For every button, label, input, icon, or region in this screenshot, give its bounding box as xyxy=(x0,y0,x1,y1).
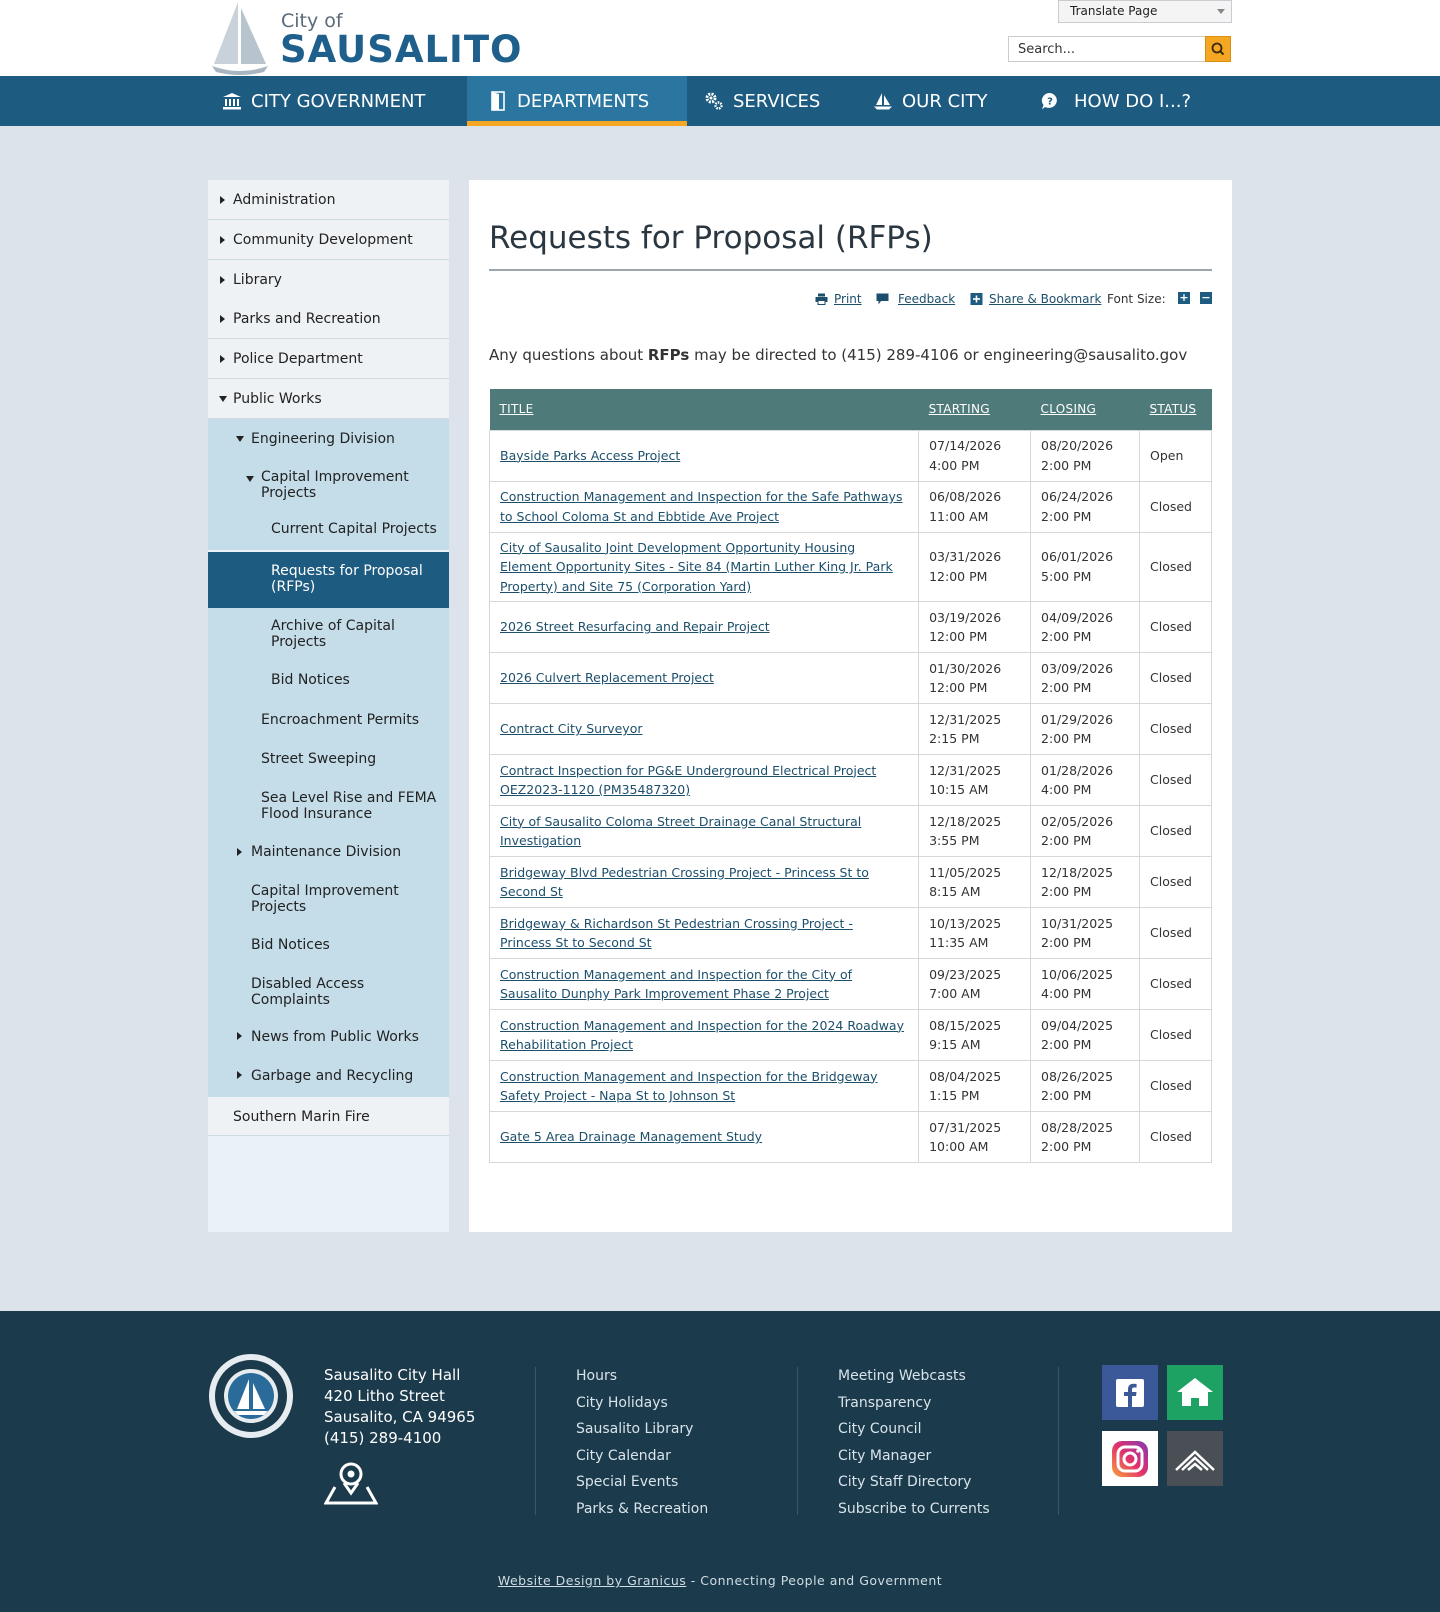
rfp-title-link[interactable]: Bridgeway Blvd Pedestrian Crossing Project - Princess St to Second St xyxy=(500,864,869,899)
rfp-title-link[interactable]: 2026 Street Resurfacing and Repair Project xyxy=(500,619,770,635)
starting-cell xyxy=(919,806,1031,857)
main-content xyxy=(469,180,1232,1232)
rfp-title-link[interactable]: Bayside Parks Access Project xyxy=(500,447,681,463)
building-icon xyxy=(222,91,242,111)
sidebar-item-label: Administration xyxy=(233,192,336,208)
table-row xyxy=(490,1061,1212,1112)
sidebar-item-label: Street Sweeping xyxy=(261,751,377,767)
start-time: 7:00 AM xyxy=(929,986,981,1001)
translate-page-select[interactable] xyxy=(1058,0,1232,23)
close-date: 10/06/2025 xyxy=(1041,966,1114,982)
close-date: 12/18/2025 xyxy=(1041,864,1114,880)
sidebar-item-label: Current Capital Projects xyxy=(271,521,437,537)
font-increase-button[interactable]: + xyxy=(1179,291,1189,304)
footer-links-col1 xyxy=(576,1363,708,1523)
sidebar-item-label: Parks and Recreation xyxy=(233,311,381,327)
table-row xyxy=(490,857,1212,908)
sailboat-logo-icon xyxy=(208,0,272,76)
nav-departments[interactable] xyxy=(467,76,687,126)
starting-cell xyxy=(919,857,1031,908)
print-link[interactable] xyxy=(815,292,862,306)
address-line: 420 Litho Street xyxy=(324,1387,445,1405)
footer-link-subscribe-currents[interactable]: Subscribe to Currents xyxy=(838,1500,990,1517)
start-time: 12:00 PM xyxy=(929,680,988,695)
sidebar-item-administration[interactable] xyxy=(208,180,449,220)
starting-cell xyxy=(919,602,1031,653)
table-row xyxy=(490,908,1212,959)
status-cell: Closed xyxy=(1140,1061,1212,1112)
sailboat-icon xyxy=(873,91,893,111)
sidebar-item-label: News from Public Works xyxy=(251,1029,419,1045)
search-input[interactable] xyxy=(1009,37,1205,61)
granicus-icon xyxy=(1174,1444,1216,1474)
site-header xyxy=(0,0,1440,76)
footer-divider xyxy=(535,1367,536,1515)
closing-cell xyxy=(1031,532,1140,602)
starting-cell xyxy=(919,532,1031,602)
footer-link-transparency[interactable]: Transparency xyxy=(838,1394,932,1411)
sidebar-item-library[interactable] xyxy=(208,260,449,300)
intro-bold: RFPs xyxy=(647,346,690,364)
sidebar-item-label: Capital Improvement Projects xyxy=(251,883,399,915)
nav-our-city[interactable] xyxy=(873,76,1003,126)
status-cell: Closed xyxy=(1140,481,1212,532)
facebook-button[interactable] xyxy=(1102,1365,1158,1420)
table-header-row xyxy=(490,389,1212,430)
close-time: 2:00 PM xyxy=(1041,680,1092,695)
page-title: Requests for Proposal (RFPs) xyxy=(489,220,933,256)
svg-text:?: ? xyxy=(1047,96,1053,108)
close-date: 06/01/2026 xyxy=(1041,549,1114,565)
close-time: 2:00 PM xyxy=(1041,457,1092,473)
sidebar-item-southern-marin-fire[interactable] xyxy=(208,1097,449,1136)
table-row xyxy=(490,481,1212,532)
sidebar-item-disabled-access-complaints[interactable] xyxy=(208,966,449,1019)
sidebar-item-archive-capital-projects[interactable] xyxy=(208,608,449,662)
status-cell: Closed xyxy=(1140,857,1212,908)
footer-link-city-council[interactable]: City Council xyxy=(838,1421,922,1438)
share-label: Share & Bookmark xyxy=(989,292,1102,306)
close-date: 08/26/2025 xyxy=(1041,1068,1114,1084)
closing-cell xyxy=(1031,755,1140,806)
sidebar-item-capital-improvement-projects-2[interactable] xyxy=(208,873,449,927)
main-nav xyxy=(0,76,1440,126)
title-cell xyxy=(490,481,919,532)
close-time: 2:00 PM xyxy=(1041,629,1092,644)
nav-city-government[interactable] xyxy=(222,76,462,126)
intro-text xyxy=(489,346,1187,364)
granicus-button[interactable] xyxy=(1167,1431,1223,1486)
table-row xyxy=(490,653,1212,704)
title-cell xyxy=(490,532,919,602)
chevron-right-icon xyxy=(237,848,242,856)
footer-link-staff-directory[interactable]: City Staff Directory xyxy=(838,1474,972,1491)
closing-cell xyxy=(1031,430,1140,481)
table-row xyxy=(490,430,1212,481)
start-time: 4:00 PM xyxy=(929,457,980,473)
start-time: 10:00 AM xyxy=(929,1139,989,1154)
sidebar-item-label: Archive of Capital Projects xyxy=(271,618,395,650)
close-time: 5:00 PM xyxy=(1041,568,1092,584)
close-date: 08/20/2026 xyxy=(1041,438,1114,453)
status-cell: Closed xyxy=(1140,755,1212,806)
sidebar-item-encroachment-permits[interactable] xyxy=(208,702,449,741)
sidebar-item-public-works[interactable] xyxy=(208,379,449,419)
start-date: 10/13/2025 xyxy=(929,915,1002,931)
close-date: 03/09/2026 xyxy=(1041,660,1114,676)
chevron-down-icon xyxy=(236,436,244,442)
sidebar-item-police-department[interactable] xyxy=(208,339,449,379)
start-date: 12/31/2025 xyxy=(929,762,1002,778)
starting-cell xyxy=(919,481,1031,532)
start-date: 08/15/2025 xyxy=(929,1017,1002,1033)
sidebar-item-label: Engineering Division xyxy=(251,431,395,447)
starting-cell xyxy=(919,755,1031,806)
nav-label: HOW DO I...? xyxy=(1074,90,1191,112)
sidebar-item-maintenance-division[interactable] xyxy=(208,834,449,873)
rfp-title-link[interactable]: Construction Management and Inspection for the Bridgeway Safety Project - Napa St to Johnson St xyxy=(500,1068,878,1103)
sidebar-item-label: Community Development xyxy=(233,232,413,248)
footer-links-col2 xyxy=(838,1363,990,1523)
chevron-right-icon xyxy=(220,236,225,244)
sidebar-item-label: Maintenance Division xyxy=(251,844,402,860)
title-divider xyxy=(489,269,1212,271)
start-time: 12:00 PM xyxy=(929,629,988,644)
starting-cell xyxy=(919,1112,1031,1163)
sidebar-item-garbage-and-recycling[interactable] xyxy=(208,1058,449,1097)
title-cell xyxy=(490,430,919,481)
sidebar-item-label: Garbage and Recycling xyxy=(251,1068,414,1084)
nav-label: CITY GOVERNMENT xyxy=(251,90,426,112)
sidebar-item-parks-and-recreation[interactable] xyxy=(208,299,449,339)
start-date: 12/18/2025 xyxy=(929,813,1002,829)
start-date: 06/08/2026 xyxy=(929,489,1002,504)
chevron-right-icon xyxy=(237,1071,242,1079)
start-time: 3:55 PM xyxy=(929,833,980,848)
title-cell xyxy=(490,1061,919,1112)
sidebar-item-capital-improvement-projects[interactable] xyxy=(208,459,449,510)
starting-cell xyxy=(919,959,1031,1010)
chevron-right-icon xyxy=(220,196,225,204)
phone-number: (415) 289-4100 xyxy=(324,1429,442,1447)
close-time: 2:00 PM xyxy=(1041,508,1092,524)
title-cell xyxy=(490,806,919,857)
sidebar-item-label: Requests for Proposal (RFPs) xyxy=(271,563,423,595)
sidebar-item-bid-notices-2[interactable] xyxy=(208,927,449,966)
feedback-label: Feedback xyxy=(898,292,956,306)
start-time: 2:15 PM xyxy=(929,731,980,746)
site-footer xyxy=(0,1311,1440,1612)
start-time: 11:35 AM xyxy=(929,935,989,950)
title-cell xyxy=(490,1112,919,1163)
sidebar-item-bid-notices[interactable] xyxy=(208,662,449,702)
active-indicator xyxy=(467,121,687,126)
header-label: CLOSING xyxy=(1040,402,1097,417)
intro-pre: Any questions about xyxy=(489,346,648,364)
font-decrease-button[interactable]: − xyxy=(1201,291,1211,304)
footer-link-parks-recreation[interactable]: Parks & Recreation xyxy=(576,1500,709,1517)
close-time: 2:00 PM xyxy=(1041,884,1092,899)
sidebar-item-community-development[interactable] xyxy=(208,220,449,260)
close-date: 09/04/2025 xyxy=(1041,1017,1114,1033)
closing-cell xyxy=(1031,704,1140,755)
close-time: 2:00 PM xyxy=(1041,833,1092,848)
start-date: 12/31/2025 xyxy=(929,711,1002,727)
status-cell: Closed xyxy=(1140,602,1212,653)
facebook-icon xyxy=(1115,1378,1145,1408)
address-line: Sausalito City Hall xyxy=(324,1366,461,1384)
start-time: 12:00 PM xyxy=(929,568,988,584)
sidebar-item-street-sweeping[interactable] xyxy=(208,741,449,780)
search-button[interactable] xyxy=(1205,36,1231,62)
status-cell: Closed xyxy=(1140,653,1212,704)
closing-cell xyxy=(1031,806,1140,857)
status-cell: Closed xyxy=(1140,908,1212,959)
sidebar-item-label: Public Works xyxy=(233,391,322,407)
closing-cell xyxy=(1031,908,1140,959)
title-cell xyxy=(490,704,919,755)
intro-post: may be directed to (415) 289-4106 or engineering@sausalito.gov xyxy=(689,346,1188,364)
close-time: 2:00 PM xyxy=(1041,1088,1092,1103)
city-seal-icon xyxy=(208,1353,294,1439)
rfp-table xyxy=(489,389,1212,1163)
close-date: 06/24/2026 xyxy=(1041,489,1114,504)
closing-cell xyxy=(1031,1061,1140,1112)
column-header-status[interactable] xyxy=(1140,389,1212,430)
chevron-right-icon xyxy=(220,315,225,323)
sidebar-item-label: Bid Notices xyxy=(271,672,350,688)
footer-credits xyxy=(0,1573,1440,1588)
footer-link-sausalito-library[interactable]: Sausalito Library xyxy=(576,1421,694,1438)
sidebar-item-rfps[interactable] xyxy=(208,552,449,608)
chevron-down-icon xyxy=(1217,9,1225,14)
rfp-title-link[interactable]: Bridgeway & Richardson St Pedestrian Crossing Project - Princess St to Second St xyxy=(500,915,853,950)
rfp-title-link[interactable]: Contract City Surveyor xyxy=(500,721,643,737)
close-date: 08/28/2025 xyxy=(1041,1119,1114,1135)
logo-sausalito-text: SAUSALITO xyxy=(280,28,523,71)
rfp-title-link[interactable]: Construction Management and Inspection for the City of Sausalito Dunphy Park Improvement Phase 2 Project xyxy=(500,966,853,1001)
gears-icon xyxy=(704,91,724,111)
status-cell: Closed xyxy=(1140,959,1212,1010)
close-time: 4:00 PM xyxy=(1041,782,1092,797)
sidebar-item-label: Library xyxy=(233,272,282,288)
close-time: 2:00 PM xyxy=(1041,1139,1092,1154)
credit-tagline: - Connecting People and Government xyxy=(686,1573,943,1588)
sidebar-nav xyxy=(208,180,449,1232)
closing-cell xyxy=(1031,602,1140,653)
nextdoor-button[interactable] xyxy=(1167,1365,1223,1420)
status-cell: Closed xyxy=(1140,1010,1212,1061)
header-label: TITLE xyxy=(499,402,534,417)
start-date: 11/05/2025 xyxy=(929,864,1002,880)
chevron-right-icon xyxy=(220,355,225,363)
closing-cell xyxy=(1031,481,1140,532)
start-time: 1:15 PM xyxy=(929,1088,980,1103)
sidebar-item-engineering-division[interactable] xyxy=(208,419,449,459)
rfp-title-link[interactable]: City of Sausalito Coloma Street Drainage Canal Structural Investigation xyxy=(500,813,862,848)
plus-box-icon xyxy=(970,293,983,305)
closing-cell xyxy=(1031,1112,1140,1163)
print-label: Print xyxy=(834,292,862,306)
sidebar-item-label: Disabled Access Complaints xyxy=(251,976,365,1008)
rfp-title-link[interactable]: Construction Management and Inspection for the Safe Pathways to School Coloma St and Ebbtide Ave Project xyxy=(500,489,903,524)
close-date: 10/31/2025 xyxy=(1041,915,1114,931)
share-bookmark-link[interactable] xyxy=(970,292,1101,306)
instagram-button[interactable] xyxy=(1102,1431,1158,1486)
column-header-starting[interactable] xyxy=(919,389,1031,430)
column-header-title[interactable] xyxy=(490,389,919,430)
closing-cell xyxy=(1031,857,1140,908)
sidebar-item-label: Southern Marin Fire xyxy=(233,1109,370,1125)
rfp-title-link[interactable]: Construction Management and Inspection for the 2024 Roadway Rehabilitation Project xyxy=(500,1017,904,1052)
start-date: 01/30/2026 xyxy=(929,660,1002,676)
closing-cell xyxy=(1031,653,1140,704)
start-date: 08/04/2025 xyxy=(929,1068,1002,1084)
question-icon xyxy=(1040,91,1060,111)
status-cell: Closed xyxy=(1140,532,1212,602)
footer-divider xyxy=(797,1367,798,1515)
footer-link-city-calendar[interactable]: City Calendar xyxy=(576,1447,671,1464)
search-box xyxy=(1008,36,1206,62)
rfp-title-link[interactable]: City of Sausalito Joint Development Opportunity Housing Element Opportunity Sites - Site 84 (Martin Luther King Jr. Park Property) and Site 75 (Corporation Yard) xyxy=(500,539,893,594)
rfp-title-link[interactable]: Gate 5 Area Drainage Management Study xyxy=(500,1129,763,1145)
start-date: 03/19/2026 xyxy=(929,609,1002,625)
title-cell xyxy=(490,908,919,959)
nextdoor-icon xyxy=(1175,1376,1215,1410)
rfp-title-link[interactable]: Contract Inspection for PG&E Underground Electrical Project OEZ2023-1120 (PM35487320) xyxy=(500,762,877,797)
start-date: 09/23/2025 xyxy=(929,966,1002,982)
closing-cell xyxy=(1031,959,1140,1010)
translate-label: Translate Page xyxy=(1070,4,1158,18)
starting-cell xyxy=(919,908,1031,959)
sidebar-item-label: Sea Level Rise and FEMA Flood Insurance xyxy=(261,790,437,822)
instagram-icon xyxy=(1110,1439,1150,1479)
table-row xyxy=(490,755,1212,806)
starting-cell xyxy=(919,704,1031,755)
footer-link-city-manager[interactable]: City Manager xyxy=(838,1447,932,1464)
table-body xyxy=(490,430,1212,1163)
start-time: 10:15 AM xyxy=(929,782,989,797)
title-cell xyxy=(490,1010,919,1061)
title-cell xyxy=(490,755,919,806)
title-cell xyxy=(490,857,919,908)
nav-label: OUR CITY xyxy=(902,90,988,112)
starting-cell xyxy=(919,430,1031,481)
granicus-credit-link[interactable]: Website Design by Granicus xyxy=(497,1573,687,1588)
table-row xyxy=(490,1010,1212,1061)
header-label: STARTING xyxy=(928,402,990,417)
start-date: 07/31/2025 xyxy=(929,1119,1002,1135)
footer-link-special-events[interactable]: Special Events xyxy=(576,1474,679,1491)
closing-cell xyxy=(1031,1010,1140,1061)
close-date: 01/28/2026 xyxy=(1041,762,1114,778)
start-date: 03/31/2026 xyxy=(929,549,1002,565)
nav-how-do-i[interactable] xyxy=(1040,76,1210,126)
chevron-down-icon xyxy=(246,476,254,482)
column-header-closing[interactable] xyxy=(1031,389,1140,430)
chevron-right-icon xyxy=(220,276,225,284)
title-cell xyxy=(490,653,919,704)
table-row xyxy=(490,532,1212,602)
status-cell: Closed xyxy=(1140,806,1212,857)
map-pin-icon[interactable] xyxy=(324,1461,378,1505)
start-time: 8:15 AM xyxy=(929,884,981,899)
nav-services[interactable] xyxy=(704,76,844,126)
table-row xyxy=(490,602,1212,653)
close-date: 02/05/2026 xyxy=(1041,813,1114,829)
header-label: STATUS xyxy=(1149,402,1197,417)
feedback-link[interactable] xyxy=(876,292,955,306)
printer-icon xyxy=(815,293,828,305)
city-hall-address xyxy=(324,1365,475,1449)
sidebar-item-current-capital-projects[interactable] xyxy=(208,510,449,550)
footer-link-meeting-webcasts[interactable]: Meeting Webcasts xyxy=(838,1368,966,1384)
search-icon xyxy=(1206,37,1230,61)
close-time: 4:00 PM xyxy=(1041,986,1092,1001)
start-time: 9:15 AM xyxy=(929,1037,981,1052)
starting-cell xyxy=(919,653,1031,704)
door-icon xyxy=(488,91,508,111)
sidebar-item-sea-level-rise[interactable] xyxy=(208,780,449,834)
status-cell: Closed xyxy=(1140,704,1212,755)
starting-cell xyxy=(919,1010,1031,1061)
status-cell: Closed xyxy=(1140,1112,1212,1163)
close-date: 01/29/2026 xyxy=(1041,711,1114,727)
footer-link-hours[interactable]: Hours xyxy=(576,1368,618,1384)
starting-cell xyxy=(919,1061,1031,1112)
start-time: 11:00 AM xyxy=(929,508,989,524)
page-tools xyxy=(489,292,1212,312)
table-row xyxy=(490,1112,1212,1163)
sidebar-item-label: Police Department xyxy=(233,351,363,367)
speech-bubble-icon xyxy=(876,293,889,305)
footer-divider xyxy=(1058,1367,1059,1515)
close-time: 2:00 PM xyxy=(1041,935,1092,950)
chevron-down-icon xyxy=(219,396,227,402)
font-size-label: Font Size: xyxy=(1107,292,1166,306)
close-date: 04/09/2026 xyxy=(1041,609,1114,625)
logo-city-of-text: City of xyxy=(281,10,343,32)
table-row xyxy=(490,806,1212,857)
address-line: Sausalito, CA 94965 xyxy=(324,1408,476,1426)
footer-link-city-holidays[interactable]: City Holidays xyxy=(576,1394,668,1411)
chevron-right-icon xyxy=(237,1032,242,1040)
table-row xyxy=(490,704,1212,755)
sidebar-item-label: Bid Notices xyxy=(251,937,330,953)
status-cell: Open xyxy=(1140,430,1212,481)
close-time: 2:00 PM xyxy=(1041,731,1092,746)
title-cell xyxy=(490,959,919,1010)
site-logo[interactable] xyxy=(208,0,528,76)
title-cell xyxy=(490,602,919,653)
sidebar-item-label: Capital Improvement Projects xyxy=(261,469,409,501)
sidebar-item-label: Encroachment Permits xyxy=(261,712,420,728)
start-date: 07/14/2026 xyxy=(929,438,1002,453)
close-time: 2:00 PM xyxy=(1041,1037,1092,1052)
rfp-title-link[interactable]: 2026 Culvert Replacement Project xyxy=(500,670,714,686)
nav-label: SERVICES xyxy=(733,90,821,112)
sidebar-item-news-from-public-works[interactable] xyxy=(208,1019,449,1058)
nav-label: DEPARTMENTS xyxy=(517,90,650,112)
table-row xyxy=(490,959,1212,1010)
